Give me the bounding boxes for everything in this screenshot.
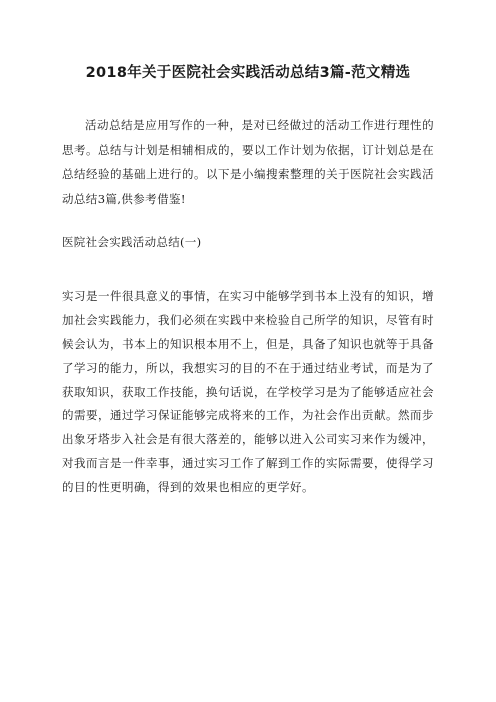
document-title: 2018年关于医院社会实践活动总结3篇-范文精选 (85, 65, 411, 81)
document-page (62, 60, 434, 500)
intro-paragraph: 活动总结是应用写作的一种，是对已经做过的活动工作进行理性的思考。总结与计划是相辅相成的，要以工作计划为依据，订计划总是在总结经验的基础上进行的。以下是小编搜索整理的关于医院社会实践活动总结3篇,供参考借鉴! (62, 118, 434, 206)
section-heading: 医院社会实践活动总结(一) (62, 235, 202, 250)
body-paragraph: 实习是一件很具意义的事情，在实习中能够学到书本上没有的知识，增加社会实践能力，我们必须在实践中来检验自己所学的知识，尽管有时候会认为，书本上的知识根本用不上，但是，具备了知识也就等于具备了学习的能力，所以，我想实习的目的不在于通过结业考试，而是为了获取知识，获取工作技能，换句话说，在学校学习是为了能够适应社会的需要，通过学习保证能够完成将来的工作，为社会作出贡献。然而步出象牙塔步入社会是有很大落差的，能够以进入公司实习来作为缓冲，对我而言是一件幸事，通过实习工作了解到工作的实际需要，使得学习的目的性更明确，得到的效果也相应的更学好。 (62, 289, 434, 494)
